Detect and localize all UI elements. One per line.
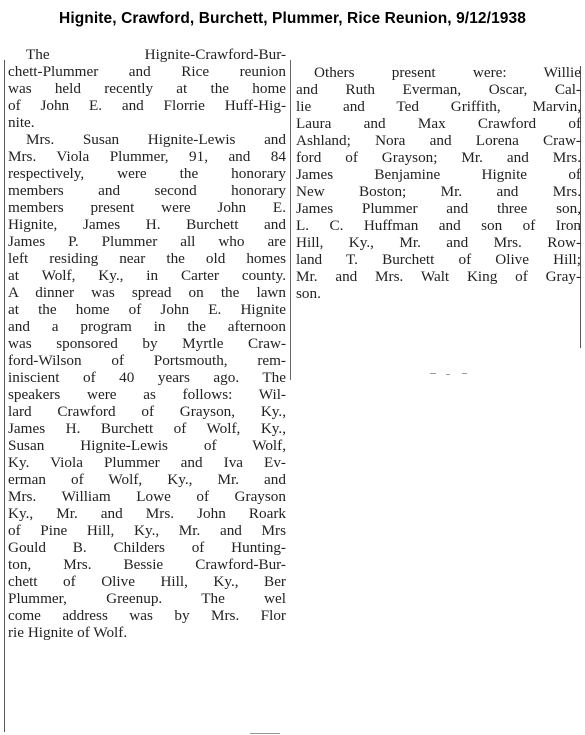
article-line: New Boston; Mr. and Mrs. — [296, 183, 581, 200]
article-line: James H. Burchett of Wolf, Ky., — [8, 420, 286, 437]
article-line: nite. — [8, 114, 35, 131]
article-line: Susan Hignite-Lewis of Wolf, — [8, 437, 286, 454]
article-line: Plummer, Greenup. The wel — [8, 590, 286, 607]
article-line: L. C. Huffman and son of Iron — [296, 217, 581, 234]
article-line: land T. Burchett of Olive Hill; — [296, 251, 581, 268]
article-line: ton, Mrs. Bessie Crawford-Bur- — [8, 556, 286, 573]
article-line: was held recently at the home — [8, 80, 286, 97]
article-line: and Ruth Everman, Oscar, Cal- — [296, 81, 581, 98]
article-line: left residing near the old homes — [8, 250, 286, 267]
article-line: at the home of John E. Hignite — [8, 301, 286, 318]
article-line: James P. Plummer all who are — [8, 233, 286, 250]
article-line: Mrs. Viola Plummer, 91, and 84 — [8, 148, 286, 165]
print-speck — [250, 733, 280, 734]
article-line: was sponsored by Myrtle Craw- — [8, 335, 286, 352]
article-line: lie and Ted Griffith, Marvin, — [296, 98, 581, 115]
article-line: at Wolf, Ky., in Carter county. — [8, 267, 286, 284]
print-speck — [446, 374, 450, 375]
article-line: James Plummer and three son, — [296, 200, 581, 217]
article-line: lard Crawford of Grayson, Ky., — [8, 403, 286, 420]
article-line: Hill, Ky., Mr. and Mrs. Row- — [296, 234, 581, 251]
article-line: Ky. Viola Plummer and Iva Ev- — [8, 454, 286, 471]
article-line: Others present were: Willie — [314, 64, 581, 81]
article-line: come address was by Mrs. Flor — [8, 607, 286, 624]
article-line: A dinner was spread on the lawn — [8, 284, 286, 301]
article-line: Ashland; Nora and Lorena Craw- — [296, 132, 581, 149]
article-line: Mrs. William Lowe of Grayson — [8, 488, 286, 505]
article-line: son. — [296, 285, 321, 302]
article-line: James Benjamine Hignite of — [296, 166, 581, 183]
article-line: iniscient of 40 years ago. The — [8, 369, 286, 386]
article-line: Laura and Max Crawford of — [296, 115, 581, 132]
article-line: members present were John E. — [8, 199, 286, 216]
article-line: Hignite, James H. Burchett and — [8, 216, 286, 233]
article-line: erman of Wolf, Ky., Mr. and — [8, 471, 286, 488]
article-right-column — [296, 64, 581, 302]
article-line: members and second honorary — [8, 182, 286, 199]
article-line: of John E. and Florrie Huff-Hig- — [8, 97, 286, 114]
article-line: Mr. and Mrs. Walt King of Gray- — [296, 268, 581, 285]
article-line: and a program in the afternoon — [8, 318, 286, 335]
article-line: respectively, were the honorary — [8, 165, 286, 182]
article-line: chett-Plummer and Rice reunion — [8, 63, 286, 80]
clipping-title: Hignite, Crawford, Burchett, Plummer, Rice Reunion, 9/12/1938 — [59, 10, 526, 27]
article-line: chett of Olive Hill, Ky., Ber — [8, 573, 286, 590]
article-line: ford-Wilson of Portsmouth, rem- — [8, 352, 286, 369]
column-divider-rule — [290, 60, 291, 380]
article-line: The Hignite-Crawford-Bur- — [26, 46, 286, 63]
article-left-column — [8, 46, 286, 641]
left-column-rule — [4, 60, 5, 732]
print-speck — [462, 373, 467, 374]
article-line: speakers were as follows: Wil- — [8, 386, 286, 403]
article-line: Gould B. Childers of Hunting- — [8, 539, 286, 556]
article-line: of Pine Hill, Ky., Mr. and Mrs — [8, 522, 286, 539]
article-line: ford of Grayson; Mr. and Mrs. — [296, 149, 581, 166]
article-line: Mrs. Susan Hignite-Lewis and — [26, 131, 286, 148]
article-line: rie Hignite of Wolf. — [8, 624, 128, 641]
print-speck — [430, 373, 436, 374]
article-line: Ky., Mr. and Mrs. John Roark — [8, 505, 286, 522]
